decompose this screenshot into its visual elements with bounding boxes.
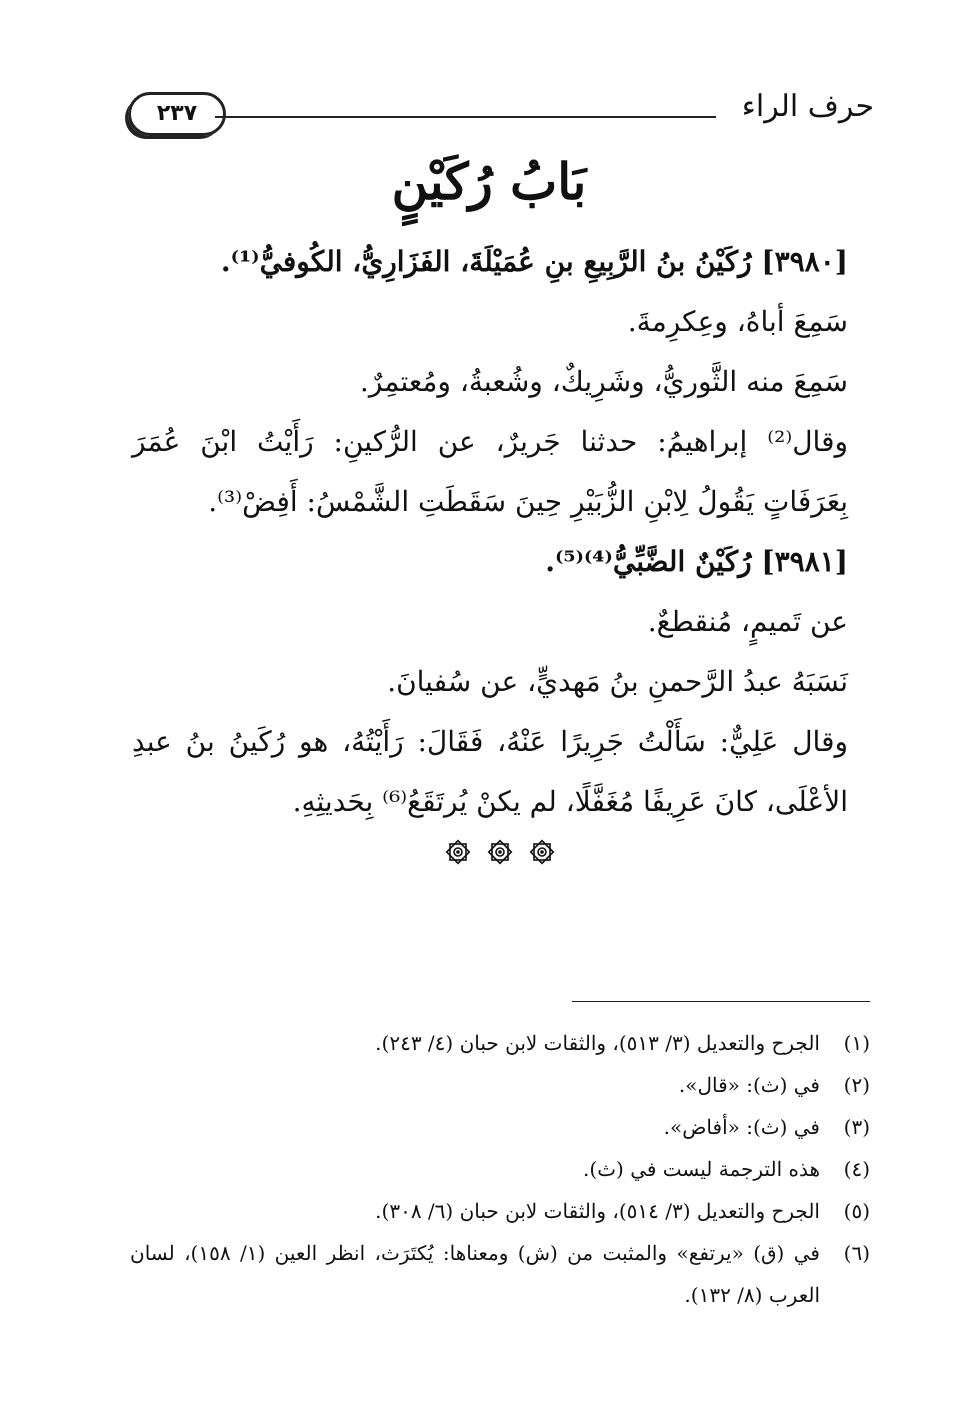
footnote-text: هذه الترجمة ليست في (ث). xyxy=(583,1157,820,1181)
running-title: حرف الراء xyxy=(741,89,874,124)
footnote-1 xyxy=(130,1022,870,1064)
page-number: ٢٣٧ xyxy=(128,92,226,136)
entry-3980-heading: [٣٩٨٠] رُكَيْنُ بنُ الرَّبِيعِ بنِ عُمَيْلَةَ، الفَزَارِيُّ، الكُوفيُّ⁽¹⁾. xyxy=(220,245,848,278)
footnote-number: (٤) xyxy=(843,1157,870,1181)
footnote-text: الجرح والتعديل (٣/ ٥١٤)، والثقات لابن حبان (٦/ ٣٠٨). xyxy=(375,1199,820,1223)
paragraph-ibrahim-quote: وقال⁽²⁾ إبراهيمُ: حدثنا جَريرٌ، عن الرُّكينِ: رَأَيْتُ ابْنَ عُمَرَ بِعَرَفَاتٍ يَقُولُ لِابْنِ الزُّبَيْرِ حِينَ سَقَطَتِ الشَّمْسُ: أَفِضْ⁽³⁾. xyxy=(132,425,848,518)
floral-star-icon xyxy=(528,838,556,866)
footnote-text: في (ث): «أفاض». xyxy=(663,1115,820,1139)
footnote-number: (٦) xyxy=(843,1241,870,1265)
main-text xyxy=(132,232,848,832)
footnote-number: (١) xyxy=(843,1031,870,1055)
footnote-3 xyxy=(130,1106,870,1148)
paragraph-heard-from: سَمِعَ أباهُ، وعِكرِمةَ. xyxy=(627,305,848,338)
header-rule xyxy=(215,116,716,118)
footnote-5 xyxy=(130,1190,870,1232)
floral-star-icon xyxy=(486,838,514,866)
footnote-text: في (ث): «قال». xyxy=(678,1073,820,1097)
footnote-2 xyxy=(130,1064,870,1106)
paragraph-heard-by: سَمِعَ منه الثَّوريُّ، وشَرِيكٌ، وشُعبةُ، ومُعتمِرٌ. xyxy=(359,365,848,398)
footnote-number: (٣) xyxy=(843,1115,870,1139)
chapter-title: بَابُ رُكَيْنٍ xyxy=(391,152,587,211)
footnote-number: (٥) xyxy=(843,1199,870,1223)
paragraph-tamim: عن تَميمٍ، مُنقطعٌ. xyxy=(647,605,848,638)
footnote-text: في (ق) «يرتفع» والمثبت من (ش) ومعناها: يُكتَرَث، انظر العين (١/ ١٥٨)، لسان العرب (٨/ ١٣٢). xyxy=(130,1241,820,1307)
footnote-number: (٢) xyxy=(843,1073,870,1097)
paragraph-nasabahu: نَسَبَهُ عبدُ الرَّحمنِ بنُ مَهديٍّ، عن سُفيانَ. xyxy=(387,665,848,698)
footnotes xyxy=(130,1022,870,1316)
section-ornament xyxy=(440,838,560,878)
footnote-4 xyxy=(130,1148,870,1190)
footnote-6 xyxy=(130,1232,870,1316)
footnote-rule xyxy=(572,1001,870,1002)
footnote-text: الجرح والتعديل (٣/ ٥١٣)، والثقات لابن حبان (٤/ ٢٤٣). xyxy=(375,1031,820,1055)
paragraph-ali-quote: وقال عَلِيٌّ: سَأَلْتُ جَرِيرًا عَنْهُ، فَقَالَ: رَأَيْتُهُ، هو رُكَينُ بنُ عبدِ الأعْلَى، كانَ عَرِيفًا مُغَفَّلًا، لم يكنْ يُرتَقَعُ⁽⁶⁾ بِحَديثِهِ. xyxy=(132,725,848,818)
entry-3981-heading: [٣٩٨١] رُكَيْنٌ الضَّبِّيُّ⁽⁴⁾⁽⁵⁾. xyxy=(545,545,848,578)
floral-star-icon xyxy=(444,838,472,866)
